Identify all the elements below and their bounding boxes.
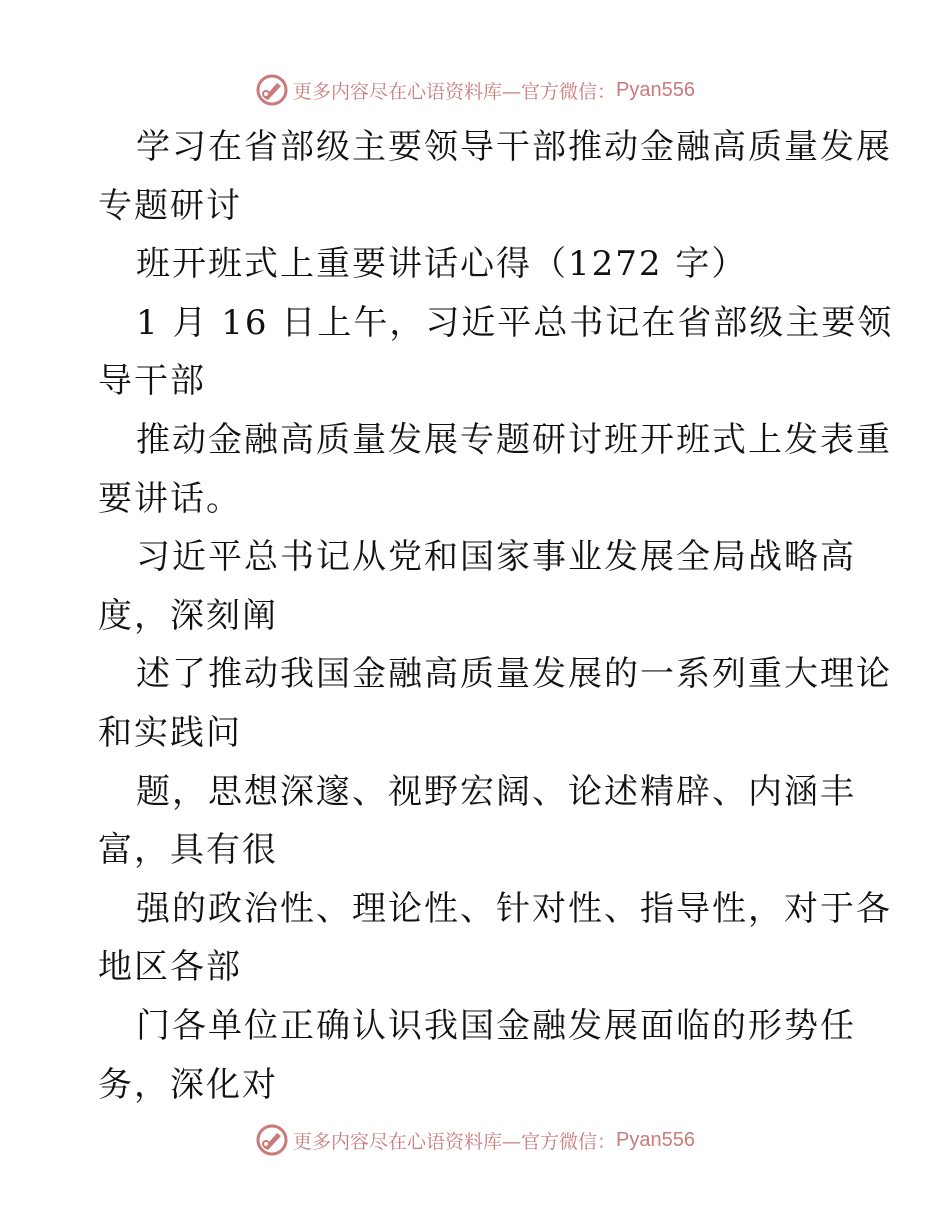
footer-banner xyxy=(0,1120,950,1160)
header-banner xyxy=(0,70,950,110)
paragraph xyxy=(98,294,894,411)
paragraph xyxy=(98,235,858,294)
paragraph xyxy=(98,528,858,645)
text-line: 强的政治性、理论性、针对性、指导性，对于各 xyxy=(136,888,892,929)
paragraph xyxy=(98,763,858,880)
document-body xyxy=(98,118,894,1114)
banner-text: 更多内容尽在心语资料库—官方微信： xyxy=(293,80,617,103)
pen-logo-icon xyxy=(255,1123,289,1157)
text-line: 门各单位正确认识我国金融发展面临的形势任 xyxy=(136,1005,856,1046)
paragraph xyxy=(98,997,858,1114)
text-line: 题，思想深邃、视野宏阔、论述精辟、内涵丰 xyxy=(136,771,856,812)
text-line: 推动金融高质量发展专题研讨班开班式上发表重 xyxy=(136,419,892,460)
paragraph xyxy=(98,880,892,997)
paragraph xyxy=(98,645,892,762)
text-line: 地区各部 xyxy=(98,947,242,988)
banner-text: 更多内容尽在心语资料库—官方微信： xyxy=(293,1130,617,1153)
text-line: 导干部 xyxy=(98,361,206,402)
text-line: 学习在省部级主要领导干部推动金融高质量发展 xyxy=(136,127,892,167)
text-line: 要讲话。 xyxy=(98,478,242,519)
text-line: 富，具有很 xyxy=(98,830,278,871)
paragraph xyxy=(98,411,892,528)
text-line: 务，深化对 xyxy=(98,1064,278,1105)
text-line: 1 月 16 日上午，习近平总书记在省部级主要领 xyxy=(136,302,894,343)
paragraph xyxy=(98,118,892,235)
text-line: 班开班式上重要讲话心得（1272 字） xyxy=(136,244,748,285)
pen-logo-icon xyxy=(255,73,289,107)
text-line: 述了推动我国金融高质量发展的一系列重大理论 xyxy=(136,654,892,695)
banner-wechat-id: Pyan556 xyxy=(616,1128,695,1151)
text-line: 习近平总书记从党和国家事业发展全局战略高 xyxy=(136,537,856,578)
text-line: 专题研讨 xyxy=(98,185,242,226)
text-line: 和实践问 xyxy=(98,712,242,753)
text-line: 度，深刻阐 xyxy=(98,595,278,636)
banner-wechat-id: Pyan556 xyxy=(616,78,695,101)
